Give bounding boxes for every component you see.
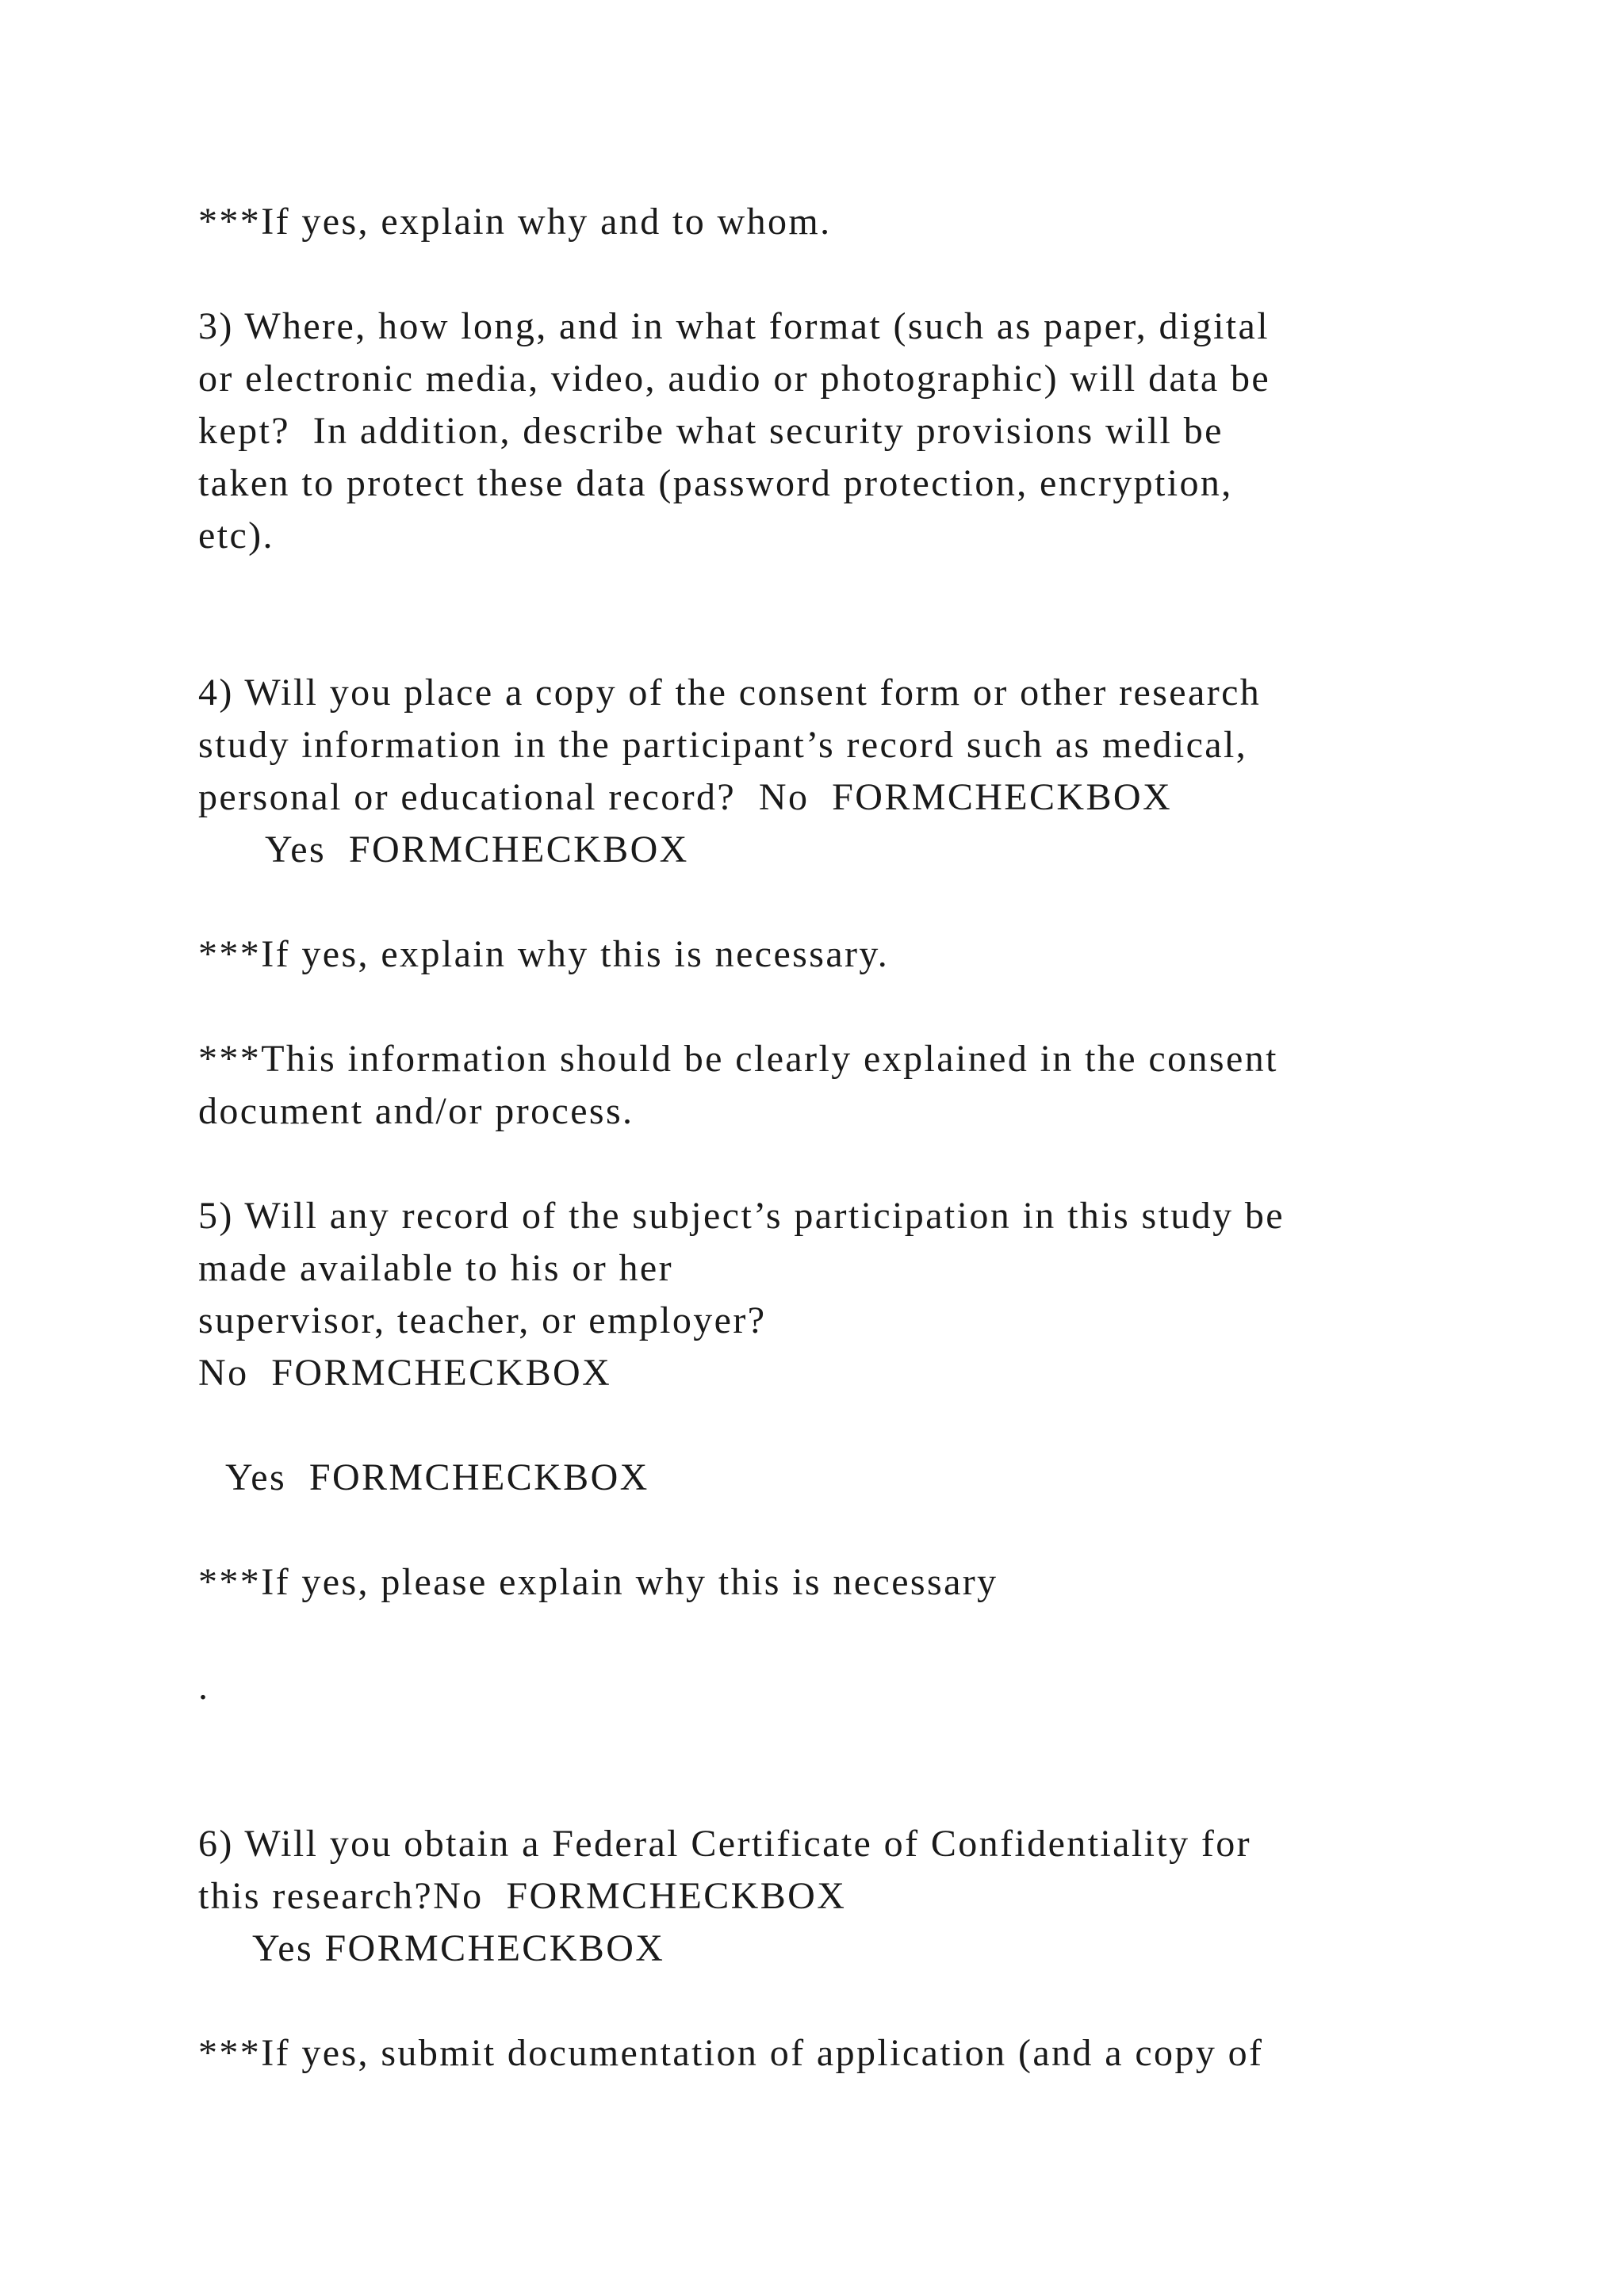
question-3-line-3: kept? In addition, describe what security provisions will be <box>198 410 1224 452</box>
question-4-line-2: study information in the participant’s record such as medical, <box>198 724 1248 766</box>
note-explain-necessary: ***If yes, explain why this is necessary. <box>198 933 890 975</box>
question-4-line-1: 4) Will you place a copy of the consent form or other research <box>198 672 1262 714</box>
note-consent-line-1: ***This information should be clearly explained in the consent <box>198 1038 1278 1080</box>
question-6-yes-checkbox: Yes FORMCHECKBOX <box>252 1927 665 1969</box>
question-3-line-4: taken to protect these data (password protection, encryption, <box>198 462 1233 504</box>
question-4-line-3-no-checkbox: personal or educational record? No FORMCHECKBOX <box>198 776 1173 818</box>
question-5-yes-checkbox: Yes FORMCHECKBOX <box>225 1456 649 1498</box>
note-please-explain-necessary: ***If yes, please explain why this is necessary <box>198 1561 998 1603</box>
question-3-line-1: 3) Where, how long, and in what format (such as paper, digital <box>198 305 1270 347</box>
note-explain-why-whom: ***If yes, explain why and to whom. <box>198 201 832 243</box>
note-submit-documentation: ***If yes, submit documentation of application (and a copy of <box>198 2032 1264 2074</box>
question-6-line-1: 6) Will you obtain a Federal Certificate of Confidentiality for <box>198 1823 1252 1865</box>
question-3-line-5: etc). <box>198 515 274 557</box>
question-3-line-2: or electronic media, video, audio or photographic) will data be <box>198 358 1271 400</box>
stray-period: . <box>198 1666 210 1708</box>
question-4-yes-checkbox: Yes FORMCHECKBOX <box>265 828 689 871</box>
question-6-line-2-no-checkbox: this research?No FORMCHECKBOX <box>198 1875 847 1917</box>
note-consent-line-2: document and/or process. <box>198 1090 634 1132</box>
question-5-no-checkbox: No FORMCHECKBOX <box>198 1352 612 1394</box>
question-5-line-2: made available to his or her <box>198 1247 673 1289</box>
question-5-line-1: 5) Will any record of the subject’s participation in this study be <box>198 1195 1285 1237</box>
question-5-line-3: supervisor, teacher, or employer? <box>198 1299 767 1341</box>
